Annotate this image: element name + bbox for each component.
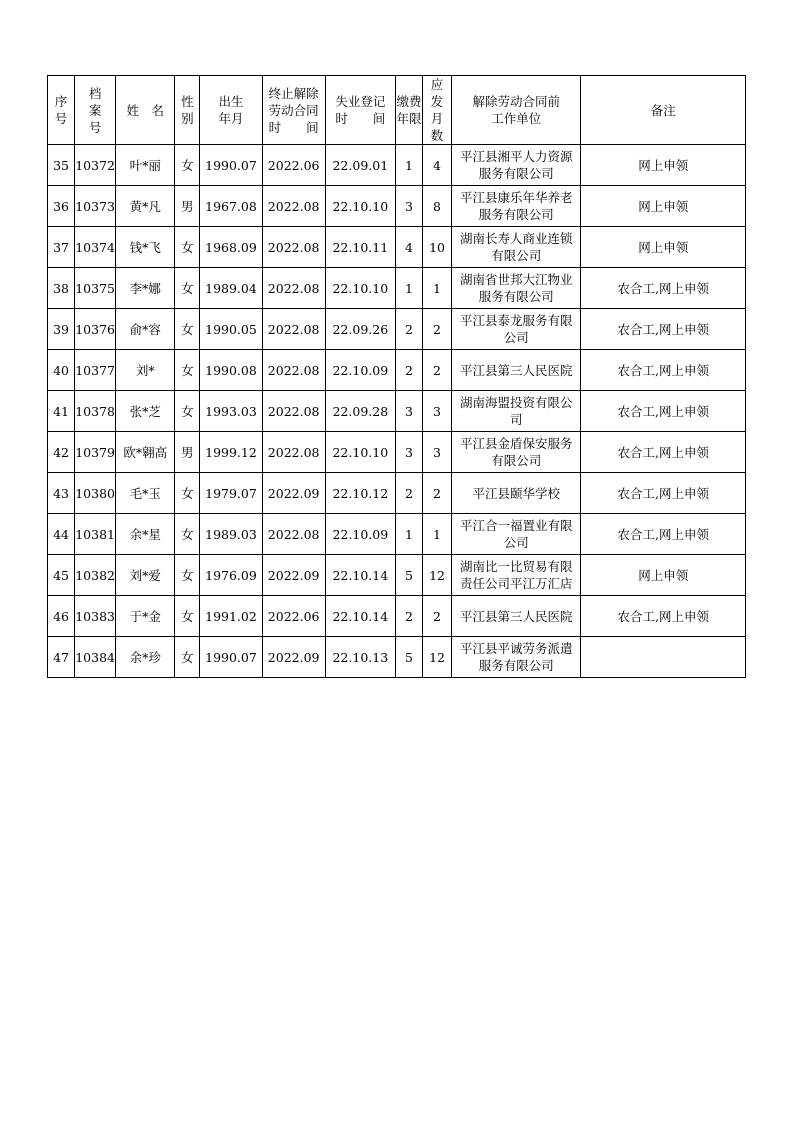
cell-employer — [452, 555, 581, 596]
employer-text: 平江县第三人民医院 — [459, 608, 573, 624]
cell-birth: 1999.12 — [200, 432, 262, 473]
employer-text: 平江县平诚劳务派遣服务有限公司 — [459, 641, 573, 673]
cell-employer — [452, 309, 581, 350]
cell-birth: 1993.03 — [200, 391, 262, 432]
cell-employer — [452, 432, 581, 473]
cell-contract-end: 2022.08 — [262, 186, 325, 227]
table-row — [48, 309, 746, 350]
cell-contract-end: 2022.08 — [262, 514, 325, 555]
cell-contract-end: 2022.08 — [262, 350, 325, 391]
cell-register-date: 22.10.09 — [325, 514, 395, 555]
cell-gender: 女 — [175, 473, 200, 514]
cell-register-date: 22.10.10 — [325, 186, 395, 227]
employer-text: 平江县颐华学校 — [472, 485, 560, 501]
cell-file-no: 10375 — [75, 268, 116, 309]
cell-register-date: 22.10.09 — [325, 350, 395, 391]
cell-employer — [452, 350, 581, 391]
cell-file-no: 10376 — [75, 309, 116, 350]
cell-file-no: 10377 — [75, 350, 116, 391]
cell-name: 于*金 — [116, 596, 175, 637]
cell-birth: 1990.05 — [200, 309, 262, 350]
cell-birth: 1990.07 — [200, 145, 262, 186]
cell-birth: 1976.09 — [200, 555, 262, 596]
cell-months: 10 — [422, 227, 451, 268]
cell-employer — [452, 145, 581, 186]
table-row — [48, 514, 746, 555]
cell-name: 叶*丽 — [116, 145, 175, 186]
cell-months: 12 — [422, 555, 451, 596]
employer-text: 平江县金盾保安服务有限公司 — [459, 436, 573, 468]
employer-text: 湖南海盟投资有限公司 — [459, 395, 573, 427]
cell-remarks: 农合工,网上申领 — [581, 596, 746, 637]
cell-remarks: 农合工,网上申领 — [581, 514, 746, 555]
table-row — [48, 555, 746, 596]
employer-text: 湖南长寿人商业连锁有限公司 — [459, 231, 573, 263]
header-months: 应 发 月 数 — [422, 76, 451, 145]
cell-name: 毛*玉 — [116, 473, 175, 514]
cell-name: 张*芝 — [116, 391, 175, 432]
cell-remarks: 农合工,网上申领 — [581, 350, 746, 391]
cell-remarks: 农合工,网上申领 — [581, 268, 746, 309]
cell-register-date: 22.10.10 — [325, 432, 395, 473]
header-gender: 性 别 — [175, 76, 200, 145]
cell-birth: 1979.07 — [200, 473, 262, 514]
cell-name: 欧*翱高 — [116, 432, 175, 473]
cell-seq: 38 — [48, 268, 75, 309]
cell-months: 2 — [422, 473, 451, 514]
cell-months: 8 — [422, 186, 451, 227]
cell-seq: 47 — [48, 637, 75, 678]
cell-contract-end: 2022.08 — [262, 227, 325, 268]
cell-file-no: 10378 — [75, 391, 116, 432]
cell-gender: 女 — [175, 350, 200, 391]
table-header — [48, 76, 746, 145]
cell-name: 余*珍 — [116, 637, 175, 678]
table-row — [48, 227, 746, 268]
cell-remarks: 网上申领 — [581, 555, 746, 596]
employer-text: 平江县第三人民医院 — [459, 362, 573, 378]
cell-gender: 男 — [175, 432, 200, 473]
cell-pay-years: 2 — [395, 350, 422, 391]
cell-remarks: 农合工,网上申领 — [581, 391, 746, 432]
cell-gender: 女 — [175, 227, 200, 268]
cell-pay-years: 1 — [395, 268, 422, 309]
table-body — [48, 145, 746, 678]
cell-name: 余*星 — [116, 514, 175, 555]
employer-text: 湖南省世邦大江物业服务有限公司 — [459, 272, 573, 304]
cell-birth: 1967.08 — [200, 186, 262, 227]
cell-contract-end: 2022.09 — [262, 637, 325, 678]
cell-months: 3 — [422, 432, 451, 473]
cell-pay-years: 1 — [395, 145, 422, 186]
header-seq: 序 号 — [48, 76, 75, 145]
cell-pay-years: 2 — [395, 309, 422, 350]
table-row — [48, 268, 746, 309]
cell-birth: 1990.08 — [200, 350, 262, 391]
header-register-date: 失业登记 时 间 — [325, 76, 395, 145]
table-row — [48, 145, 746, 186]
cell-birth: 1989.04 — [200, 268, 262, 309]
cell-gender: 女 — [175, 637, 200, 678]
cell-months: 2 — [422, 596, 451, 637]
employer-text: 平江合一福置业有限公司 — [459, 518, 573, 550]
cell-register-date: 22.10.14 — [325, 596, 395, 637]
cell-register-date: 22.09.26 — [325, 309, 395, 350]
table-row — [48, 596, 746, 637]
header-name: 姓 名 — [116, 76, 175, 145]
employer-text: 平江县泰龙服务有限公司 — [459, 313, 573, 345]
cell-months: 12 — [422, 637, 451, 678]
cell-pay-years: 5 — [395, 637, 422, 678]
cell-contract-end: 2022.08 — [262, 268, 325, 309]
cell-file-no: 10374 — [75, 227, 116, 268]
cell-pay-years: 3 — [395, 391, 422, 432]
cell-employer — [452, 514, 581, 555]
cell-employer — [452, 391, 581, 432]
header-employer: 解除劳动合同前 工作单位 — [452, 76, 581, 145]
cell-contract-end: 2022.06 — [262, 596, 325, 637]
cell-seq: 43 — [48, 473, 75, 514]
cell-name: 刘*爱 — [116, 555, 175, 596]
cell-name: 刘* — [116, 350, 175, 391]
cell-seq: 39 — [48, 309, 75, 350]
cell-months: 3 — [422, 391, 451, 432]
cell-months: 1 — [422, 514, 451, 555]
cell-employer — [452, 637, 581, 678]
employer-text: 平江县湘平人力资源服务有限公司 — [459, 149, 573, 181]
cell-name: 黄*凡 — [116, 186, 175, 227]
cell-seq: 37 — [48, 227, 75, 268]
cell-register-date: 22.10.12 — [325, 473, 395, 514]
cell-gender: 女 — [175, 268, 200, 309]
cell-employer — [452, 473, 581, 514]
cell-pay-years: 4 — [395, 227, 422, 268]
cell-birth: 1990.07 — [200, 637, 262, 678]
cell-seq: 42 — [48, 432, 75, 473]
cell-pay-years: 2 — [395, 473, 422, 514]
cell-employer — [452, 186, 581, 227]
cell-pay-years: 3 — [395, 186, 422, 227]
cell-months: 2 — [422, 309, 451, 350]
cell-gender: 女 — [175, 514, 200, 555]
cell-employer — [452, 227, 581, 268]
cell-file-no: 10382 — [75, 555, 116, 596]
cell-seq: 35 — [48, 145, 75, 186]
table-row — [48, 350, 746, 391]
cell-gender: 女 — [175, 391, 200, 432]
cell-contract-end: 2022.06 — [262, 145, 325, 186]
table-row — [48, 186, 746, 227]
header-birth: 出生 年月 — [200, 76, 262, 145]
cell-contract-end: 2022.08 — [262, 391, 325, 432]
cell-remarks: 农合工,网上申领 — [581, 309, 746, 350]
cell-register-date: 22.10.11 — [325, 227, 395, 268]
cell-gender: 女 — [175, 555, 200, 596]
cell-seq: 45 — [48, 555, 75, 596]
cell-gender: 男 — [175, 186, 200, 227]
table-row — [48, 473, 746, 514]
cell-register-date: 22.09.28 — [325, 391, 395, 432]
header-pay-years: 缴费 年限 — [395, 76, 422, 145]
cell-employer — [452, 596, 581, 637]
employer-text: 湖南比一比贸易有限责任公司平江万汇店 — [459, 559, 573, 591]
cell-register-date: 22.10.10 — [325, 268, 395, 309]
cell-remarks — [581, 637, 746, 678]
cell-pay-years: 3 — [395, 432, 422, 473]
unemployment-roster-table — [47, 75, 746, 678]
employer-text: 平江县康乐年华养老服务有限公司 — [459, 190, 573, 222]
cell-gender: 女 — [175, 145, 200, 186]
header-remarks: 备注 — [581, 76, 746, 145]
cell-file-no: 10380 — [75, 473, 116, 514]
cell-remarks: 网上申领 — [581, 227, 746, 268]
cell-seq: 36 — [48, 186, 75, 227]
cell-months: 1 — [422, 268, 451, 309]
cell-birth: 1968.09 — [200, 227, 262, 268]
cell-register-date: 22.09.01 — [325, 145, 395, 186]
cell-file-no: 10373 — [75, 186, 116, 227]
cell-gender: 女 — [175, 596, 200, 637]
cell-seq: 41 — [48, 391, 75, 432]
cell-contract-end: 2022.08 — [262, 432, 325, 473]
cell-register-date: 22.10.14 — [325, 555, 395, 596]
cell-pay-years: 1 — [395, 514, 422, 555]
cell-name: 俞*容 — [116, 309, 175, 350]
cell-contract-end: 2022.09 — [262, 555, 325, 596]
cell-contract-end: 2022.08 — [262, 309, 325, 350]
cell-employer — [452, 268, 581, 309]
table-row — [48, 432, 746, 473]
table-row — [48, 637, 746, 678]
cell-remarks: 农合工,网上申领 — [581, 473, 746, 514]
cell-register-date: 22.10.13 — [325, 637, 395, 678]
cell-file-no: 10384 — [75, 637, 116, 678]
cell-seq: 46 — [48, 596, 75, 637]
cell-file-no: 10372 — [75, 145, 116, 186]
cell-contract-end: 2022.09 — [262, 473, 325, 514]
cell-pay-years: 2 — [395, 596, 422, 637]
cell-file-no: 10381 — [75, 514, 116, 555]
cell-file-no: 10379 — [75, 432, 116, 473]
cell-remarks: 网上申领 — [581, 145, 746, 186]
header-file-no: 档 案 号 — [75, 76, 116, 145]
cell-pay-years: 5 — [395, 555, 422, 596]
cell-remarks: 网上申领 — [581, 186, 746, 227]
cell-name: 李*娜 — [116, 268, 175, 309]
cell-name: 钱*飞 — [116, 227, 175, 268]
table-row — [48, 391, 746, 432]
header-contract-end: 终止解除 劳动合同 时 间 — [262, 76, 325, 145]
cell-remarks: 农合工,网上申领 — [581, 432, 746, 473]
cell-file-no: 10383 — [75, 596, 116, 637]
header-row — [48, 76, 746, 145]
cell-months: 4 — [422, 145, 451, 186]
cell-birth: 1989.03 — [200, 514, 262, 555]
cell-months: 2 — [422, 350, 451, 391]
cell-birth: 1991.02 — [200, 596, 262, 637]
cell-gender: 女 — [175, 309, 200, 350]
cell-seq: 40 — [48, 350, 75, 391]
cell-seq: 44 — [48, 514, 75, 555]
